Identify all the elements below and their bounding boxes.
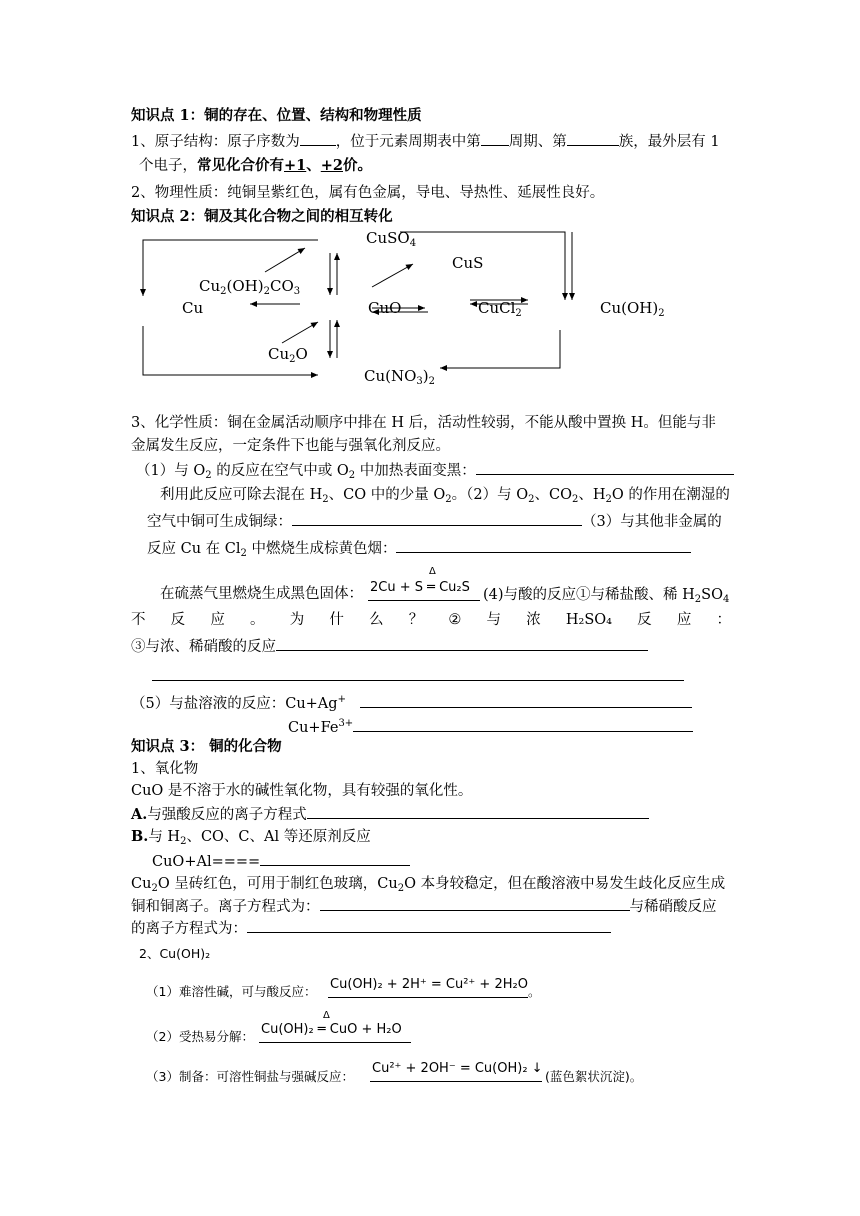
cuoh2-title: 2、Cu(OH)₂: [139, 946, 211, 961]
text: 与稀硝酸反应: [629, 899, 717, 915]
text: ③与浓、稀硝酸的反应: [131, 639, 276, 655]
reducer-line: B.与 $H_2$、CO、C、Al 等还原剂反应: [131, 828, 371, 847]
text: 常见化合价有: [197, 157, 284, 174]
justified-line: [131, 610, 731, 630]
equation-underline: [370, 1081, 542, 1082]
text: 、CO: [534, 487, 572, 503]
text: +1: [284, 157, 307, 174]
char: 反: [170, 612, 186, 628]
blank: [292, 511, 582, 526]
text: Cu+Fe: [288, 720, 339, 736]
text: 。（2）与 O: [451, 487, 529, 503]
sulfur-line: [160, 584, 363, 604]
text: CO: [269, 277, 294, 295]
char: 不: [131, 612, 146, 628]
char: 么: [369, 612, 384, 628]
arrow-to-basic-carbonate: [265, 248, 305, 272]
cu2o-desc: $Cu_2O$ 呈砖红色，可用于制红色玻璃，$Cu_2O$ 本身较稳定，但在酸溶液中易发生歧化反应生成: [131, 876, 726, 894]
acid-base-equation: Cu(OH)₂ + 2H⁺ = Cu²⁺ + 2H₂O: [330, 977, 528, 992]
text: 反应 Cu 在 Cl: [147, 541, 241, 557]
text: 中燃烧生成棕黄色烟：: [246, 541, 397, 557]
text: A.: [131, 806, 148, 823]
text: （1）与 O: [136, 463, 206, 479]
text: 空气中铜可生成铜绿：: [147, 514, 292, 530]
text: 与 H: [148, 829, 181, 845]
text: 的离子方程式为：: [131, 921, 247, 937]
blank: [360, 693, 692, 708]
o2-reaction: （1）与 $O_2$ 的反应在空气中或 $O_2$ 中加热表面变黑：: [136, 460, 734, 486]
text: ，位于元素周期表中第: [335, 134, 481, 150]
text: Cu(OH): [600, 299, 659, 317]
char: 应: [676, 612, 692, 628]
text: 1、原子结构：原子序数为: [131, 134, 300, 150]
cucl2-label: CuCl$_2$: [478, 299, 522, 319]
cuoh2-label: $Cu(OH)_2$: [600, 299, 665, 319]
text: 、CO 中的少量 O: [328, 487, 446, 503]
answer-line: [152, 680, 684, 681]
blank: [320, 896, 630, 911]
text: (OH): [226, 277, 264, 295]
equation-underline: [259, 1042, 411, 1043]
blank: [307, 804, 649, 819]
text: （2）受热易分解：: [146, 1029, 254, 1044]
char: 反: [637, 612, 652, 628]
text: 、CO、C、Al 等还原剂反应: [186, 829, 371, 845]
cus-label: CuS: [452, 254, 484, 272]
oxide-title: 1、氧化物: [131, 761, 199, 777]
salt-reaction-fe: $Cu+Fe^{3+}$: [288, 714, 693, 738]
acid-reaction: (4)与酸的反应①与稀盐酸、稀 $H_2SO_4$: [483, 587, 730, 605]
cu-label: Cu: [182, 299, 204, 317]
text: O 呈砖红色，可用于制红色玻璃，Cu: [157, 876, 398, 892]
blank: [396, 538, 691, 553]
arrow-frame-bottom-right: [440, 330, 560, 368]
text: Cu: [268, 345, 290, 363]
delta-sign: Δ: [429, 566, 436, 577]
cuo-desc: CuO 是不溶于水的碱性氧化物，具有较强的氧化性。: [131, 783, 473, 799]
blank: [476, 460, 734, 475]
decompose-equation: Cu(OH)₂ ═ CuO + H₂O: [261, 1022, 402, 1037]
text: 周期、第: [508, 134, 567, 150]
text: SO: [701, 587, 723, 603]
text: O 本身较稳定，但在酸溶液中易发生歧化反应生成: [404, 876, 726, 892]
cuo-label: CuO: [368, 299, 402, 317]
blank: [260, 851, 410, 866]
char: ②: [448, 612, 462, 628]
text: 、H: [578, 487, 606, 503]
text: O 的作用在潮湿的: [611, 487, 730, 503]
char: 什: [329, 612, 344, 628]
arrow-from-cu2o: [282, 322, 318, 343]
text: 中加热表面变黑：: [355, 463, 476, 479]
char: H₂SO₄: [565, 612, 612, 628]
strong-acid-line: [131, 804, 649, 825]
conversion-diagram: [0, 0, 860, 400]
text: 铜和铜离子。离子方程式为：: [131, 899, 320, 915]
text: （5）与盐溶液的反应：Cu+Ag: [131, 696, 338, 712]
preparation-equation: Cu²⁺ + 2OH⁻ = Cu(OH)₂ ↓: [372, 1061, 543, 1076]
sulfur-equation: 2Cu + S ═ Cu₂S: [370, 580, 470, 595]
text: Cu(NO: [364, 367, 417, 385]
nitric-acid-line: [131, 636, 648, 657]
decompose-line: [146, 1027, 254, 1047]
text: (4)与酸的反应①与稀盐酸、稀 H: [483, 587, 695, 603]
text: （3）制备：可溶性铜盐与强碱反应：: [146, 1069, 354, 1084]
char: ？: [408, 612, 424, 628]
remove-o2-line: 利用此反应可除去混在 $H_2$、CO 中的少量 $O_2$。（2）与 $O_2$、$CO_2$、$H_2O$ 的作用在潮湿的: [160, 487, 730, 505]
delta-sign: Δ: [323, 1010, 330, 1021]
nitric-ionic-line: [131, 918, 611, 939]
text: 的反应在空气中或 O: [211, 463, 349, 479]
text: 个电子，: [139, 158, 197, 174]
blank: [247, 918, 611, 933]
text: 、: [306, 157, 321, 174]
salt-reaction-ag: （5）与盐溶液的反应：Cu+Ag+: [131, 690, 692, 714]
patina-line: [147, 511, 722, 532]
char: 与: [486, 612, 502, 628]
char: ：: [716, 612, 731, 628]
text: 利用此反应可除去混在 H: [160, 487, 323, 503]
text: CuSO: [366, 229, 410, 247]
cu2o-label: $Cu_2O$: [268, 345, 308, 365]
text: CuCl: [478, 299, 516, 317]
text: 族，最外层有 1: [618, 134, 720, 150]
period: 。: [528, 984, 541, 999]
text: 价。: [343, 157, 372, 174]
text: B.: [131, 828, 149, 845]
text: CuO+Al====: [152, 854, 261, 870]
char: 浓: [526, 612, 541, 628]
text: ): [422, 367, 429, 385]
acid-base-line: [146, 982, 316, 1002]
char: 为: [289, 612, 305, 628]
heading-2: 知识点 2：铜及其化合物之间的相互转化: [131, 208, 393, 225]
text: （3）与其他非金属的: [582, 514, 722, 530]
ionic-eq-line: [131, 896, 717, 917]
cl2-line: 反应 Cu 在 $Cl_2$ 中燃烧生成棕黄色烟：: [147, 538, 691, 564]
text: 与强酸反应的离子方程式: [147, 807, 307, 823]
physical-properties: 2、物理性质：纯铜呈紫红色，属有色金属，导电、导热性、延展性良好。: [131, 185, 605, 201]
char: 。: [250, 612, 265, 628]
char: 应: [210, 612, 225, 628]
cuno32-label: $Cu(NO_3)_2$: [364, 367, 436, 387]
text: （1）难溶性碱，可与酸反应：: [146, 984, 317, 999]
text: 在硫蒸气里燃烧生成黑色固体：: [160, 586, 363, 602]
arrow-to-cus: [372, 264, 413, 287]
cuso4-label: CuSO$_4$: [366, 229, 417, 249]
heading-3: 知识点 3： 铜的化合物: [131, 738, 282, 755]
precipitate-note: (蓝色絮状沉淀)。: [545, 1069, 643, 1084]
equation-underline: [328, 997, 528, 998]
blank: [353, 717, 693, 732]
blank: [276, 636, 648, 651]
text: Cu: [199, 277, 221, 295]
cuo-al-line: [152, 851, 410, 872]
equation-underline: [368, 600, 480, 601]
chem-prop-1: 3、化学性质：铜在金属活动顺序中排在 H 后，活动性较弱，不能从酸中置换 H。但能与非: [131, 415, 716, 431]
text: O: [295, 345, 308, 363]
text: Cu: [131, 876, 152, 892]
chem-prop-2: 金属发生反应，一定条件下也能与强氧化剂反应。: [131, 438, 450, 454]
heading-1: 知识点 1：铜的存在、位置、结构和物理性质: [131, 107, 422, 124]
text: +2: [320, 157, 343, 174]
basic-carbonate-label: $Cu_2(OH)_2CO_3$: [199, 277, 301, 297]
preparation-line: [146, 1067, 354, 1087]
